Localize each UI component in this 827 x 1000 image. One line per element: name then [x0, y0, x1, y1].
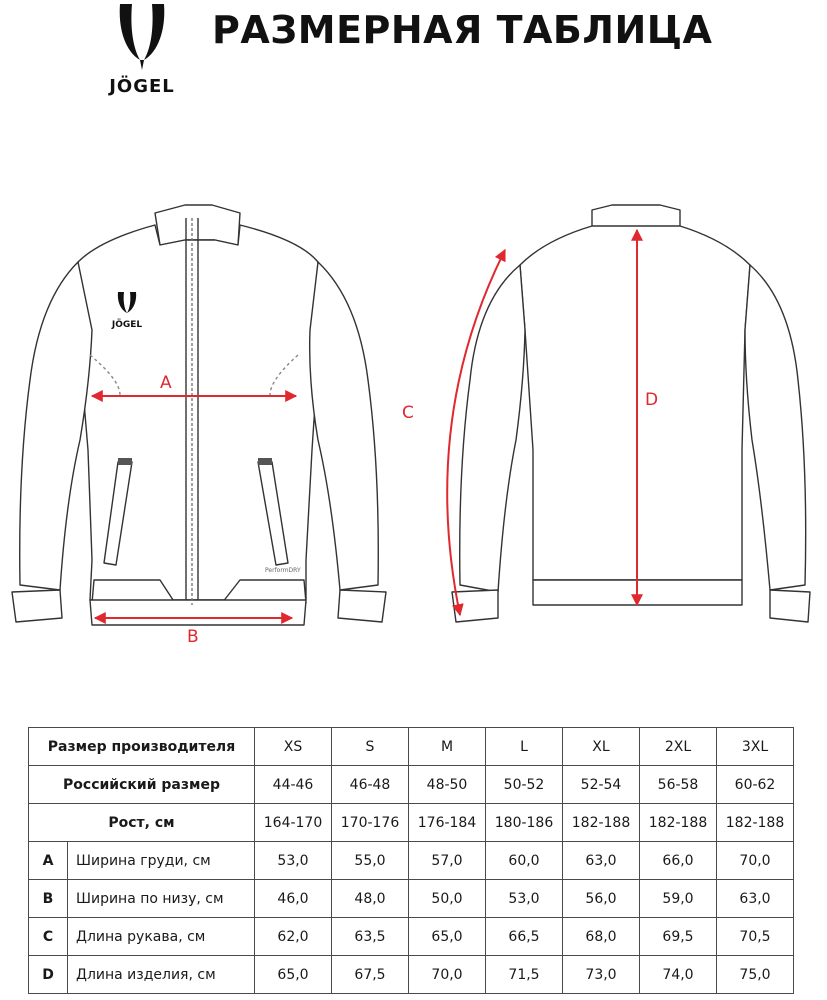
measure-value: 70,5 — [717, 918, 794, 956]
size-cell: S — [332, 728, 409, 766]
measure-value: 53,0 — [255, 842, 332, 880]
measure-value: 59,0 — [640, 880, 717, 918]
russian-size-cell: 46-48 — [332, 766, 409, 804]
measure-value: 66,0 — [640, 842, 717, 880]
measure-name: Длина рукава, см — [68, 918, 255, 956]
jacket-front-drawing — [12, 205, 386, 625]
table-row-height — [29, 804, 794, 842]
table-row-chest-width — [29, 842, 794, 880]
size-cell: XS — [255, 728, 332, 766]
height-cell: 182-188 — [563, 804, 640, 842]
size-cell: 3XL — [717, 728, 794, 766]
height-cell: 182-188 — [717, 804, 794, 842]
measure-value: 62,0 — [255, 918, 332, 956]
jacket-size-diagram — [0, 195, 827, 655]
hem-tag-text: PerformDRY — [265, 567, 301, 574]
measure-value: 63,0 — [563, 842, 640, 880]
brand-wordmark: JÖGEL — [109, 76, 175, 97]
measure-value: 55,0 — [332, 842, 409, 880]
measure-name: Ширина груди, см — [68, 842, 255, 880]
table-row-sleeve-length — [29, 918, 794, 956]
measure-value: 65,0 — [409, 918, 486, 956]
height-cell: 164-170 — [255, 804, 332, 842]
measure-value: 65,0 — [255, 956, 332, 994]
measure-letter: C — [29, 918, 68, 956]
measure-value: 68,0 — [563, 918, 640, 956]
measure-value: 74,0 — [640, 956, 717, 994]
measure-value: 63,5 — [332, 918, 409, 956]
header-height: Рост, см — [29, 804, 255, 842]
measure-value: 48,0 — [332, 880, 409, 918]
header-manufacturer-size: Размер производителя — [29, 728, 255, 766]
page-title: РАЗМЕРНАЯ ТАБЛИЦА — [212, 8, 713, 52]
measure-name: Ширина по низу, см — [68, 880, 255, 918]
measure-value: 63,0 — [717, 880, 794, 918]
russian-size-cell: 60-62 — [717, 766, 794, 804]
label-c: C — [402, 403, 414, 423]
size-table — [28, 727, 794, 994]
chest-logo-text: JÖGEL — [111, 320, 143, 330]
height-cell: 176-184 — [409, 804, 486, 842]
table-row-russian-size — [29, 766, 794, 804]
measure-value: 66,5 — [486, 918, 563, 956]
measure-value: 67,5 — [332, 956, 409, 994]
height-cell: 170-176 — [332, 804, 409, 842]
jacket-back-drawing — [452, 205, 810, 622]
measure-value: 46,0 — [255, 880, 332, 918]
size-cell: M — [409, 728, 486, 766]
measure-letter: A — [29, 842, 68, 880]
measure-value: 57,0 — [409, 842, 486, 880]
height-cell: 180-186 — [486, 804, 563, 842]
header-russian-size: Российский размер — [29, 766, 255, 804]
size-cell: 2XL — [640, 728, 717, 766]
table-row-garment-length — [29, 956, 794, 994]
measure-value: 69,5 — [640, 918, 717, 956]
measure-value: 70,0 — [409, 956, 486, 994]
measure-letter: D — [29, 956, 68, 994]
measure-value: 70,0 — [717, 842, 794, 880]
size-cell: XL — [563, 728, 640, 766]
measure-value: 71,5 — [486, 956, 563, 994]
measure-letter: B — [29, 880, 68, 918]
table-row-manufacturer-size — [29, 728, 794, 766]
russian-size-cell: 48-50 — [409, 766, 486, 804]
height-cell: 182-188 — [640, 804, 717, 842]
measure-value: 60,0 — [486, 842, 563, 880]
measure-value: 75,0 — [717, 956, 794, 994]
measure-name: Длина изделия, см — [68, 956, 255, 994]
label-a: A — [160, 373, 172, 393]
label-d: D — [645, 390, 659, 410]
measure-value: 73,0 — [563, 956, 640, 994]
measure-value: 53,0 — [486, 880, 563, 918]
russian-size-cell: 44-46 — [255, 766, 332, 804]
table-row-hem-width — [29, 880, 794, 918]
label-b: B — [187, 627, 199, 647]
russian-size-cell: 56-58 — [640, 766, 717, 804]
russian-size-cell: 52-54 — [563, 766, 640, 804]
measure-value: 50,0 — [409, 880, 486, 918]
russian-size-cell: 50-52 — [486, 766, 563, 804]
measure-value: 56,0 — [563, 880, 640, 918]
size-cell: L — [486, 728, 563, 766]
